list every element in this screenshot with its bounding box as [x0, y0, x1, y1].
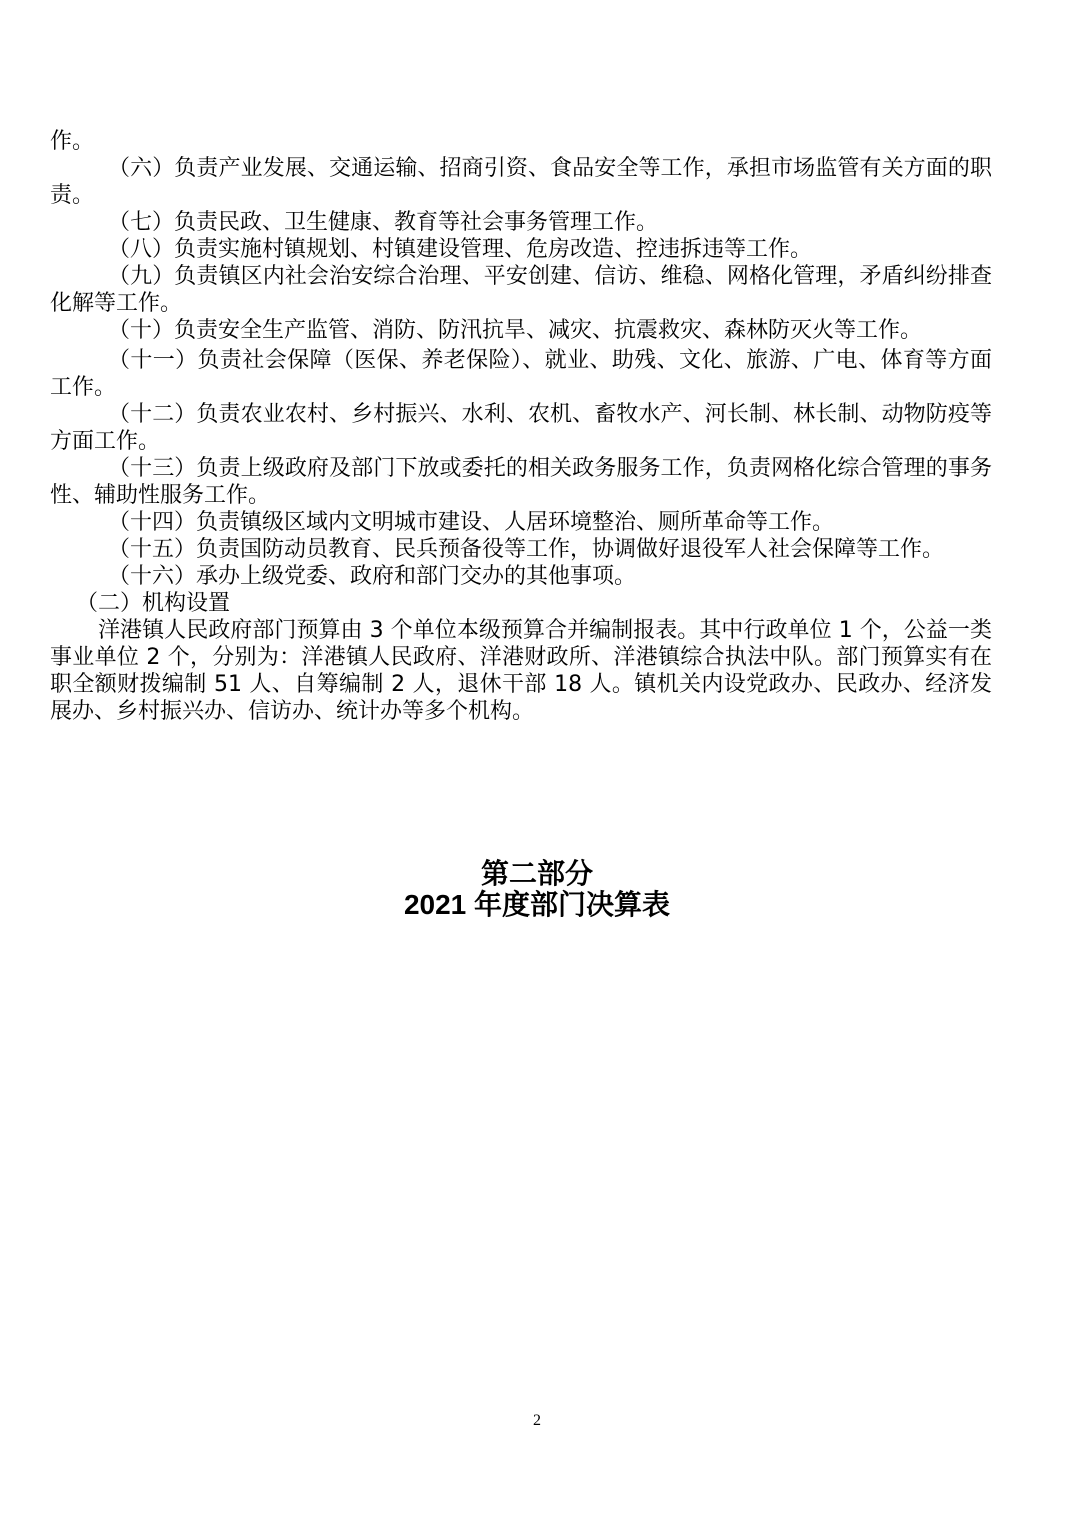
section-heading: （二）机构设置 [76, 591, 231, 616]
part-title-block [0, 858, 1074, 920]
document-body [50, 128, 992, 725]
paragraph-item-9: （九）负责镇区内社会治安综合治理、平安创建、信访、维稳、网格化管理，矛盾纠纷排查化解等工作。 [50, 264, 992, 316]
section-body: 洋港镇人民政府部门预算由 3 个单位本级预算合并编制报表。其中行政单位 1 个，公益一类事业单位 2 个，分别为：洋港镇人民政府、洋港财政所、洋港镇综合执法中队。部门预算实有在职全额财拨编制 51 人、自筹编制 2 人，退休干部 18 人。镇机关内设党政办、民政办、经济发展办、乡村振兴办、信访办、统计办等多个机构。 [50, 618, 992, 724]
paragraph-item-16: （十六）承办上级党委、政府和部门交办的其他事项。 [108, 564, 637, 589]
paragraph-continuation: 作。 [50, 129, 95, 154]
paragraph-item-10: （十）负责安全生产监管、消防、防汛抗旱、减灾、抗震救灾、森林防灭火等工作。 [108, 318, 923, 343]
paragraph-item-8: （八）负责实施村镇规划、村镇建设管理、危房改造、控违拆违等工作。 [108, 237, 813, 262]
paragraph-item-11: （十一）负责社会保障（医保、养老保险）、就业、助残、文化、旅游、广电、体育等方面工作。 [50, 348, 992, 400]
paragraph-item-13: （十三）负责上级政府及部门下放或委托的相关政务服务工作，负责网格化综合管理的事务性、辅助性服务工作。 [50, 456, 992, 508]
paragraph-item-12: （十二）负责农业农村、乡村振兴、水利、农机、畜牧水产、河长制、林长制、动物防疫等方面工作。 [50, 402, 992, 454]
paragraph-item-14: （十四）负责镇级区域内文明城市建设、人居环境整治、厕所革命等工作。 [108, 510, 835, 535]
page-number: 2 [533, 1412, 541, 1429]
paragraph-item-15: （十五）负责国防动员教育、民兵预备役等工作，协调做好退役军人社会保障等工作。 [108, 537, 945, 562]
part-subtitle: 2021 年度部门决算表 [403, 889, 671, 920]
paragraph-item-6: （六）负责产业发展、交通运输、招商引资、食品安全等工作，承担市场监管有关方面的职责。 [50, 156, 992, 208]
paragraph-item-7: （七）负责民政、卫生健康、教育等社会事务管理工作。 [108, 210, 659, 235]
part-title: 第二部分 [480, 858, 593, 889]
